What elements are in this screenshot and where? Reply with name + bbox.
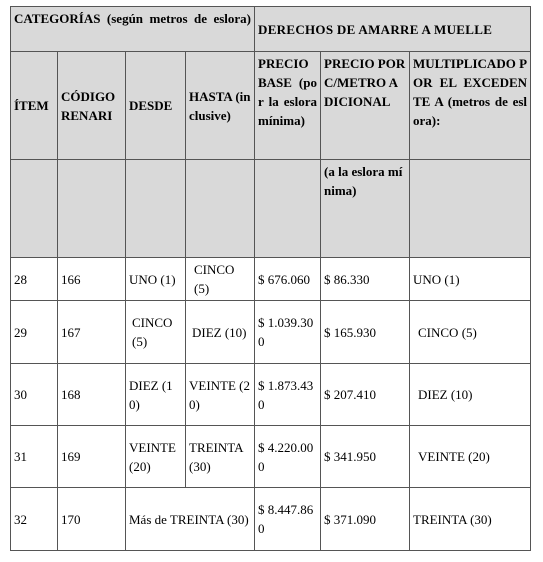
table-row: [11, 364, 531, 426]
desde-cell: VEINTE (20): [126, 426, 186, 488]
precio-adicional-cell: $ 207.410: [321, 364, 410, 426]
item-cell: 32: [11, 488, 58, 551]
item-header: ÍTEM: [11, 52, 58, 160]
item-cell: 28: [11, 258, 58, 301]
precio-base-cell: $ 1.873.430: [255, 364, 321, 426]
desde-header: DESDE: [126, 52, 186, 160]
multiplicado-header: MULTIPLICADO POR EL EXCEDENTE A (metros de eslora):: [410, 52, 531, 160]
header-filler: [126, 160, 186, 258]
hasta-cell: DIEZ (10): [186, 301, 255, 364]
precio-base-cell: $ 4.220.000: [255, 426, 321, 488]
categorias-header: CATEGORÍAS (según metros de eslora): [11, 7, 255, 52]
header-filler: [11, 160, 58, 258]
table-row: [11, 488, 531, 551]
multiplicado-cell: UNO (1): [410, 258, 531, 301]
item-cell: 30: [11, 364, 58, 426]
multiplicado-cell: TREINTA (30): [410, 488, 531, 551]
codigo-cell: 166: [58, 258, 126, 301]
codigo-cell: 167: [58, 301, 126, 364]
table-row: [11, 301, 531, 364]
derechos-header: DERECHOS DE AMARRE A MUELLE: [255, 7, 531, 52]
header-filler: [58, 160, 126, 258]
multiplicado-cell: DIEZ (10): [410, 364, 531, 426]
hasta-header: HASTA (inclusive): [186, 52, 255, 160]
item-cell: 31: [11, 426, 58, 488]
precio-base-cell: $ 8.447.860: [255, 488, 321, 551]
table-row: [11, 426, 531, 488]
precio-adicional-cell: $ 341.950: [321, 426, 410, 488]
desde-cell: CINCO (5): [126, 301, 186, 364]
desde-cell: DIEZ (10): [126, 364, 186, 426]
item-cell: 29: [11, 301, 58, 364]
hasta-cell: TREINTA (30): [186, 426, 255, 488]
hasta-cell: CINCO (5): [186, 258, 255, 301]
codigo-header: CÓDIGO RENARI: [58, 52, 126, 160]
multiplicado-cell: CINCO (5): [410, 301, 531, 364]
tarifas-table: [10, 6, 531, 551]
desde-cell: Más de TREINTA (30): [126, 488, 255, 551]
table-row: [11, 258, 531, 301]
codigo-cell: 168: [58, 364, 126, 426]
codigo-cell: 169: [58, 426, 126, 488]
precio-adicional-cell: $ 165.930: [321, 301, 410, 364]
header-filler: [255, 160, 321, 258]
header-filler: [186, 160, 255, 258]
precio-adicional-header: PRECIO POR C/METRO ADICIONAL: [321, 52, 410, 160]
header-filler: [410, 160, 531, 258]
precio-adicional-cell: $ 371.090: [321, 488, 410, 551]
precio-base-cell: $ 676.060: [255, 258, 321, 301]
desde-cell: UNO (1): [126, 258, 186, 301]
precio-base-cell: $ 1.039.300: [255, 301, 321, 364]
hasta-cell: VEINTE (20): [186, 364, 255, 426]
multiplicado-cell: VEINTE (20): [410, 426, 531, 488]
precio-adicional-note: (a la eslora mínima): [321, 160, 410, 258]
precio-adicional-cell: $ 86.330: [321, 258, 410, 301]
codigo-cell: 170: [58, 488, 126, 551]
precio-base-header: PRECIO BASE (por la eslora mínima): [255, 52, 321, 160]
